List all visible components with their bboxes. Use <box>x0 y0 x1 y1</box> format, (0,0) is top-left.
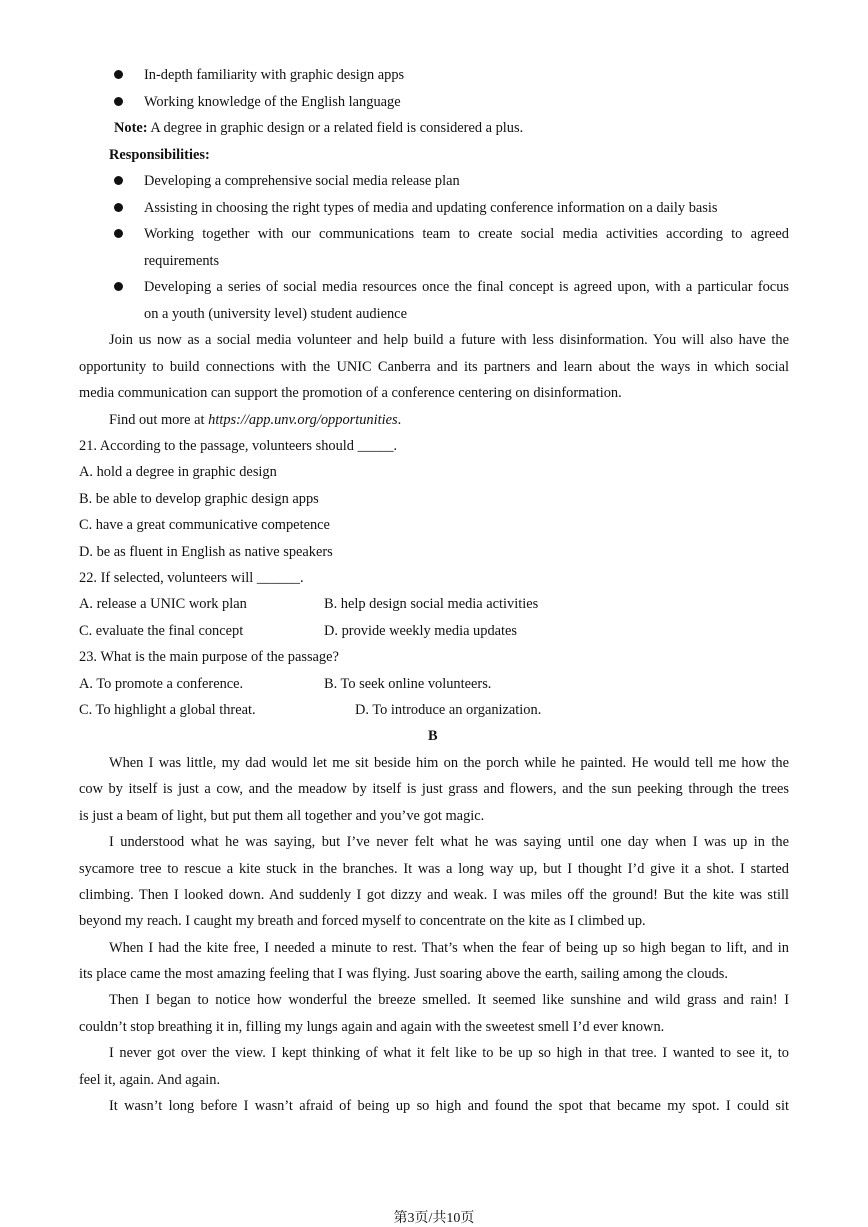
bullet-icon <box>114 203 123 212</box>
note-line <box>114 118 523 138</box>
find-out-line <box>109 410 401 430</box>
question-21-option: D. be as fluent in English as native speakers <box>79 544 333 560</box>
responsibility-item: Assisting in choosing the right types of media and updating conference information on a daily basis <box>144 200 718 216</box>
question-22-option: D. provide weekly media updates <box>324 623 518 639</box>
opportunities-link[interactable]: https://app.unv.org/opportunities <box>208 412 398 428</box>
section-b-heading: B <box>428 728 438 744</box>
find-out-prefix: Find out more at <box>109 412 209 428</box>
passage-line: couldn’t stop breathing it in, filling my lungs again and again with the sweetest smell I’d ever known. <box>79 1019 665 1035</box>
bullet-icon <box>114 70 123 79</box>
question-21-option: C. have a great communicative competence <box>79 517 330 533</box>
question-22-option: C. evaluate the final concept <box>79 623 244 639</box>
question-23-option: B. To seek online volunteers. <box>324 676 492 692</box>
requirement-item: Working knowledge of the English language <box>144 94 401 110</box>
question-21-option: A. hold a degree in graphic design <box>79 464 277 480</box>
join-paragraph-line: Join us now as a social media volunteer and help build a future with less disinformation. You will also have the <box>109 332 789 348</box>
join-paragraph-line: opportunity to build connections with the UNIC Canberra and its partners and learn about the ways in which social <box>79 359 789 375</box>
passage-line: When I had the kite free, I needed a minute to rest. That’s when the fear of being up so high began to lift, and in <box>109 940 789 956</box>
join-paragraph-line: media communication can support the promotion of a conference centering on disinformation. <box>79 385 622 401</box>
responsibility-item-cont: on a youth (university level) student audience <box>144 306 407 322</box>
passage-line: It wasn’t long before I wasn’t afraid of being up so high and found the spot that became my spot. I could sit <box>109 1098 789 1114</box>
bullet-icon <box>114 229 123 238</box>
responsibility-item: Developing a comprehensive social media release plan <box>144 173 460 189</box>
passage-line: I never got over the view. I kept thinking of what it felt like to be up so high in that tree. I wanted to see it, to <box>109 1045 789 1061</box>
bullet-icon <box>114 282 123 291</box>
question-23-option: A. To promote a conference. <box>79 676 244 692</box>
responsibilities-heading: Responsibilities: <box>109 147 210 163</box>
question-22-option: A. release a UNIC work plan <box>79 596 247 612</box>
passage-line: I understood what he was saying, but I’ve never felt what he was saying until one day when I was up in the <box>109 834 789 850</box>
responsibility-item-cont: requirements <box>144 253 220 269</box>
question-22-stem: 22. If selected, volunteers will ______. <box>79 570 304 586</box>
passage-line: beyond my reach. I caught my breath and forced myself to concentrate on the kite as I climbed up. <box>79 913 646 929</box>
page-footer: 第3页/共10页 <box>393 1211 475 1226</box>
question-21-option: B. be able to develop graphic design apps <box>79 491 319 507</box>
responsibility-item: Developing a series of social media resources once the final concept is agreed upon, with a particular focus <box>144 279 789 295</box>
bullet-icon <box>114 176 123 185</box>
passage-line: feel it, again. And again. <box>79 1072 221 1088</box>
question-22-option: B. help design social media activities <box>324 596 539 612</box>
question-23-option: C. To highlight a global threat. <box>79 702 256 718</box>
passage-line: climbing. Then I looked down. And suddenly I got dizzy and weak. I was miles off the ground! But the kite was still <box>79 887 789 903</box>
passage-line: is just a beam of light, but put them all together and you’ve got magic. <box>79 808 485 824</box>
question-23-stem: 23. What is the main purpose of the passage? <box>79 649 339 665</box>
passage-line: sycamore tree to rescue a kite stuck in the branches. It was a long way up, but I thought I’d give it a shot. I started <box>79 861 789 877</box>
find-out-suffix: . <box>397 412 402 428</box>
question-23-option: D. To introduce an organization. <box>355 702 542 718</box>
passage-line: When I was little, my dad would let me sit beside him on the porch while he painted. He would tell me how the <box>109 755 789 771</box>
note-text: A degree in graphic design or a related field is considered a plus. <box>147 120 524 136</box>
responsibility-item: Working together with our communications team to create social media activities according to agreed <box>144 226 789 242</box>
passage-line: Then I began to notice how wonderful the breeze smelled. It seemed like sunshine and wild grass and rain! I <box>109 992 789 1008</box>
requirement-item: In-depth familiarity with graphic design apps <box>144 67 405 83</box>
passage-line: cow by itself is just a cow, and the meadow by itself is just grass and flowers, and the sun peeking through the trees <box>79 781 789 797</box>
note-label: Note: <box>114 120 148 136</box>
question-21-stem: 21. According to the passage, volunteers should _____. <box>79 438 398 454</box>
passage-line: its place came the most amazing feeling that I was flying. Just soaring above the earth, sailing among the clouds. <box>79 966 728 982</box>
bullet-icon <box>114 97 123 106</box>
